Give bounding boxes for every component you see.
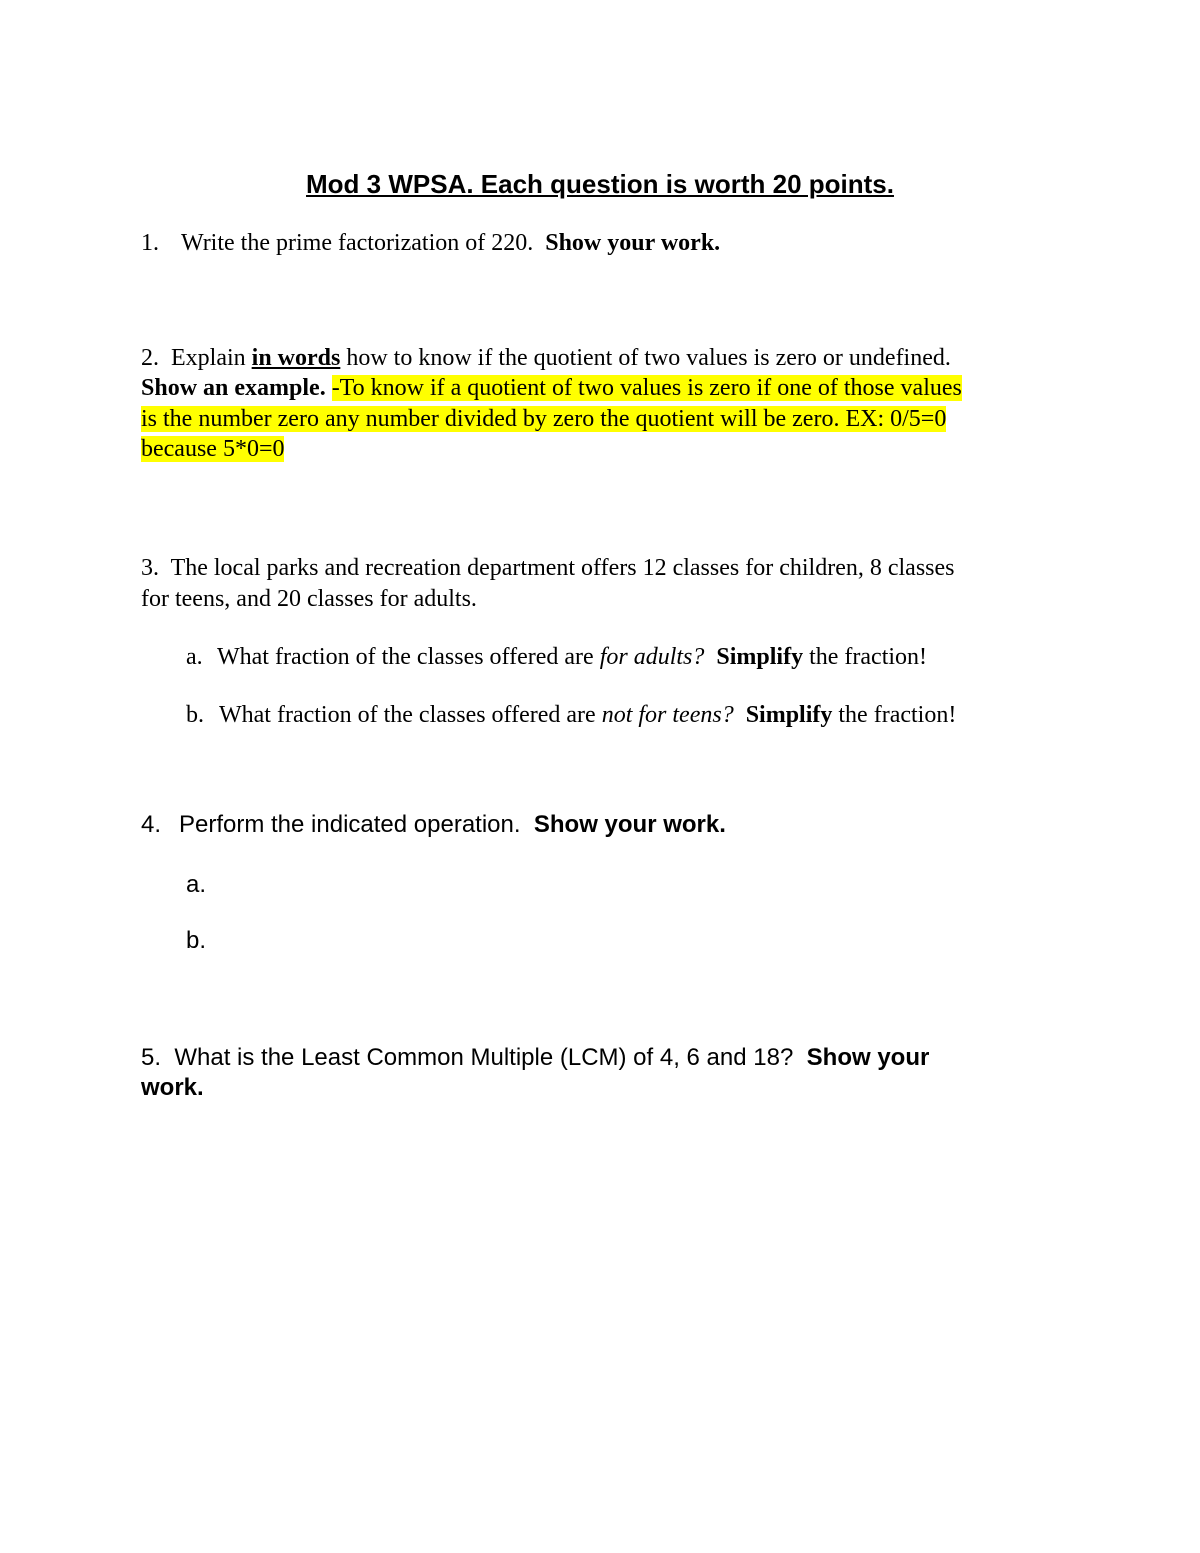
- question-5-instruction-2: work.: [141, 1074, 204, 1101]
- answer-highlight-2: is the number zero any number divided by zero the quotient will be zero. EX: 0/5=0: [141, 406, 947, 432]
- question-2-pre: Explain: [171, 345, 246, 371]
- question-3-line-1: The local parks and recreation department offers 12 classes for children, 8 classes: [170, 555, 955, 581]
- question-2-line-2: [141, 373, 962, 403]
- answer-highlight-3: because 5*0=0: [141, 436, 285, 462]
- question-3b: [186, 700, 956, 730]
- question-3a-label: a.: [186, 644, 203, 670]
- question-3-line-2-text: for teens, and 20 classes for adults.: [141, 586, 477, 612]
- page-title: Mod 3 WPSA. Each question is worth 20 points.: [306, 169, 894, 199]
- question-3-number: 3.: [141, 555, 159, 581]
- question-4a: [186, 870, 206, 900]
- question-1-number: 1.: [141, 230, 159, 256]
- question-2-post: how to know if the quotient of two values is zero or undefined.: [346, 345, 951, 371]
- question-3a-bold: Simplify: [716, 644, 804, 670]
- question-1: [141, 228, 720, 258]
- question-2: [141, 343, 951, 373]
- question-3a-italic: for adults?: [599, 644, 705, 670]
- question-2-emphasis: in words: [251, 345, 341, 371]
- question-3a-text: What fraction of the classes offered are: [217, 644, 594, 670]
- answer-highlight-1: -To know if a quotient of two values is zero if one of those values: [331, 375, 962, 401]
- question-3: [141, 553, 955, 583]
- question-1-instruction: Show your work.: [545, 230, 721, 256]
- question-4b: [186, 926, 206, 956]
- question-5-text: What is the Least Common Multiple (LCM) of 4, 6 and 18?: [174, 1044, 794, 1071]
- question-3b-tail: the fraction!: [838, 702, 957, 728]
- question-2-line-3: [141, 404, 946, 434]
- question-5-number: 5.: [141, 1044, 162, 1071]
- question-2-line-4: [141, 434, 284, 464]
- question-5-line-2: [141, 1073, 204, 1103]
- question-3-line-2: [141, 584, 477, 614]
- question-3a-tail: the fraction!: [809, 644, 928, 670]
- question-1-text: Write the prime factorization of 220.: [181, 230, 534, 256]
- question-3b-bold: Simplify: [745, 702, 833, 728]
- question-5-instruction-1: Show your: [806, 1044, 930, 1071]
- question-4b-label: b.: [186, 927, 207, 954]
- question-3b-text: What fraction of the classes offered are: [219, 702, 596, 728]
- question-4-text: Perform the indicated operation.: [179, 811, 521, 838]
- question-3b-italic: not for teens?: [601, 702, 734, 728]
- question-3b-label: b.: [186, 702, 204, 728]
- question-4a-label: a.: [186, 871, 207, 898]
- question-2-number: 2.: [141, 345, 159, 371]
- question-4-instruction: Show your work.: [533, 811, 726, 838]
- question-5: [141, 1043, 929, 1073]
- question-3a: [186, 642, 927, 672]
- question-4: [141, 810, 726, 840]
- question-4-number: 4.: [141, 811, 162, 838]
- question-2-instruction: Show an example.: [141, 375, 326, 401]
